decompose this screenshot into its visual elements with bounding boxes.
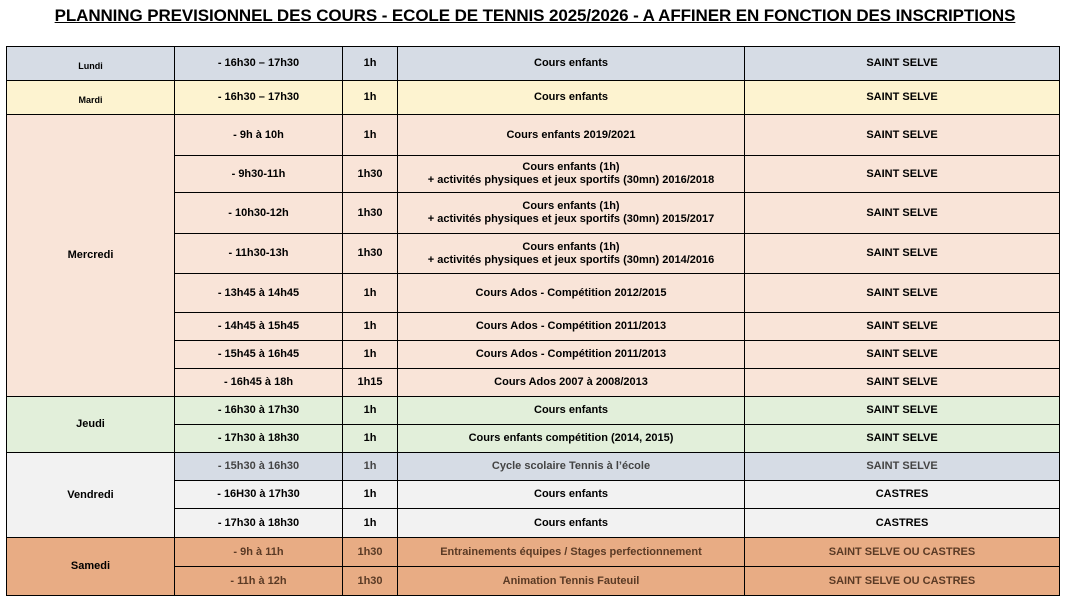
table-row xyxy=(7,453,1060,481)
course-cell: Cours enfants 2019/2021 xyxy=(398,115,745,156)
course-cell: Animation Tennis Fauteuil xyxy=(398,567,745,596)
course-cell: Cours enfants xyxy=(398,397,745,425)
day-mardi: Mardi xyxy=(7,81,175,115)
course-cell: Cours enfants compétition (2014, 2015) xyxy=(398,425,745,453)
time-cell: - 9h à 11h xyxy=(175,538,343,567)
course-cell: Cours Ados - Compétition 2011/2013 xyxy=(398,313,745,341)
location-cell: SAINT SELVE xyxy=(745,313,1060,341)
duration-cell: 1h30 xyxy=(343,538,398,567)
duration-cell: 1h30 xyxy=(343,156,398,193)
day-lundi: Lundi xyxy=(7,47,175,81)
table-row xyxy=(7,397,1060,425)
table-row xyxy=(7,81,1060,115)
location-cell: SAINT SELVE xyxy=(745,397,1060,425)
time-cell: - 16h30 à 17h30 xyxy=(175,397,343,425)
course-cell xyxy=(398,156,745,193)
duration-cell: 1h30 xyxy=(343,567,398,596)
course-line-2: + activités physiques et jeux sportifs (30mn) 2014/2016 xyxy=(427,253,715,266)
duration-cell: 1h xyxy=(343,47,398,81)
time-cell: - 17h30 à 18h30 xyxy=(175,425,343,453)
duration-cell: 1h xyxy=(343,397,398,425)
duration-cell: 1h xyxy=(343,274,398,313)
time-cell: - 16h30 – 17h30 xyxy=(175,47,343,81)
page-title: PLANNING PREVISIONNEL DES COURS - ECOLE DE TENNIS 2025/2026 - A AFFINER EN FONCTION DES INSCRIPTIONS xyxy=(54,6,1016,25)
duration-cell: 1h30 xyxy=(343,193,398,234)
location-cell: SAINT SELVE xyxy=(745,193,1060,234)
time-cell: - 16h45 à 18h xyxy=(175,369,343,397)
location-cell: SAINT SELVE OU CASTRES xyxy=(745,567,1060,596)
duration-cell: 1h15 xyxy=(343,369,398,397)
table-row xyxy=(7,115,1060,156)
schedule-table xyxy=(6,46,1060,596)
duration-cell: 1h xyxy=(343,341,398,369)
course-cell: Cours Ados - Compétition 2012/2015 xyxy=(398,274,745,313)
table-row xyxy=(7,538,1060,567)
course-line-1: Cours enfants (1h) xyxy=(522,240,620,253)
duration-cell: 1h xyxy=(343,481,398,509)
day-mercredi: Mercredi xyxy=(7,115,175,397)
time-cell: - 11h à 12h xyxy=(175,567,343,596)
course-line-1: Cours enfants (1h) xyxy=(522,161,620,173)
location-cell: SAINT SELVE xyxy=(745,425,1060,453)
location-cell: CASTRES xyxy=(745,509,1060,538)
day-vendredi: Vendredi xyxy=(7,453,175,538)
course-cell: Cours enfants xyxy=(398,47,745,81)
course-cell: Cours enfants xyxy=(398,509,745,538)
location-cell: SAINT SELVE xyxy=(745,369,1060,397)
time-cell: - 13h45 à 14h45 xyxy=(175,274,343,313)
duration-cell: 1h xyxy=(343,425,398,453)
duration-cell: 1h xyxy=(343,81,398,115)
course-cell: Cours enfants xyxy=(398,81,745,115)
location-cell: SAINT SELVE xyxy=(745,47,1060,81)
duration-cell: 1h xyxy=(343,453,398,481)
time-cell: - 15h30 à 16h30 xyxy=(175,453,343,481)
time-cell: - 16H30 à 17h30 xyxy=(175,481,343,509)
time-cell: - 15h45 à 16h45 xyxy=(175,341,343,369)
location-cell: SAINT SELVE xyxy=(745,341,1060,369)
course-line-1: Cours enfants (1h) xyxy=(522,200,620,212)
course-cell: Cours Ados 2007 à 2008/2013 xyxy=(398,369,745,397)
time-cell: - 9h30-11h xyxy=(175,156,343,193)
location-cell: CASTRES xyxy=(745,481,1060,509)
table-row xyxy=(7,47,1060,81)
location-cell: SAINT SELVE xyxy=(745,274,1060,313)
course-line-2: + activités physiques et jeux sportifs (30mn) 2016/2018 xyxy=(427,174,715,186)
duration-cell: 1h xyxy=(343,115,398,156)
day-jeudi: Jeudi xyxy=(7,397,175,453)
course-cell: Entrainements équipes / Stages perfectionnement xyxy=(398,538,745,567)
location-cell: SAINT SELVE xyxy=(745,115,1060,156)
time-cell: - 16h30 – 17h30 xyxy=(175,81,343,115)
location-cell: SAINT SELVE xyxy=(745,156,1060,193)
course-cell: Cycle scolaire Tennis à l’école xyxy=(398,453,745,481)
course-cell: Cours enfants xyxy=(398,481,745,509)
course-cell: Cours Ados - Compétition 2011/2013 xyxy=(398,341,745,369)
time-cell: - 11h30-13h xyxy=(175,234,343,274)
location-cell: SAINT SELVE xyxy=(745,234,1060,274)
day-samedi: Samedi xyxy=(7,538,175,596)
duration-cell: 1h30 xyxy=(343,234,398,274)
course-cell xyxy=(398,234,745,274)
location-cell: SAINT SELVE xyxy=(745,81,1060,115)
time-cell: - 17h30 à 18h30 xyxy=(175,509,343,538)
time-cell: - 14h45 à 15h45 xyxy=(175,313,343,341)
duration-cell: 1h xyxy=(343,313,398,341)
location-cell: SAINT SELVE xyxy=(745,453,1060,481)
duration-cell: 1h xyxy=(343,509,398,538)
location-cell: SAINT SELVE OU CASTRES xyxy=(745,538,1060,567)
course-cell xyxy=(398,193,745,234)
time-cell: - 10h30-12h xyxy=(175,193,343,234)
course-line-2: + activités physiques et jeux sportifs (30mn) 2015/2017 xyxy=(427,213,715,225)
time-cell: - 9h à 10h xyxy=(175,115,343,156)
